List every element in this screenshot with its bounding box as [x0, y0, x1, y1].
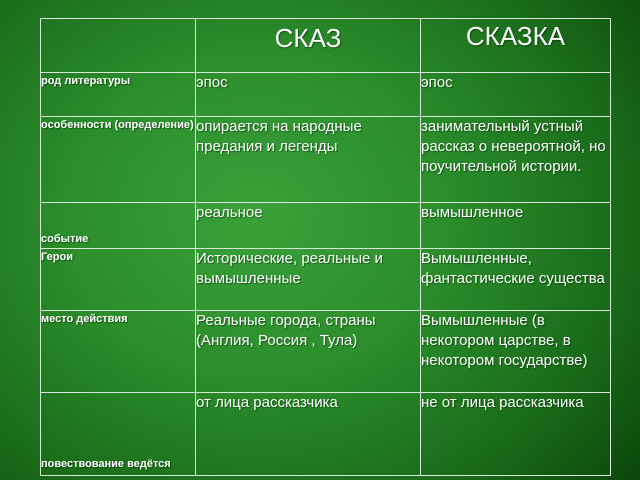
comparison-table: [40, 18, 611, 476]
row-label-features: особенности (определение): [41, 117, 196, 203]
cell-skaz-event: реальное: [196, 203, 421, 249]
cell-skaz-genre: эпос: [196, 73, 421, 117]
cell-skazka-setting: Вымышленные (в некотором царстве, в некотором государстве): [421, 311, 611, 393]
cell-skaz-heroes: Исторические, реальные и вымышленные: [196, 249, 421, 311]
corner-cell: [41, 19, 196, 73]
cell-skaz-narration: от лица рассказчика: [196, 393, 421, 476]
table-row: [41, 311, 611, 393]
row-label-heroes: Герои: [41, 249, 196, 311]
cell-skazka-event: вымышленное: [421, 203, 611, 249]
cell-skaz-setting: Реальные города, страны (Англия, Россия , Тула): [196, 311, 421, 393]
cell-skazka-genre: эпос: [421, 73, 611, 117]
cell-skazka-narration: не от лица рассказчика: [421, 393, 611, 476]
table-row: [41, 73, 611, 117]
header-skazka: СКАЗКА: [421, 19, 611, 73]
header-skaz: СКАЗ: [196, 19, 421, 73]
cell-skaz-features: опирается на народные предания и легенды: [196, 117, 421, 203]
row-label-narration: повествование ведётся: [41, 393, 196, 476]
row-label-event: событие: [41, 203, 196, 249]
table-row: [41, 393, 611, 476]
table-row: [41, 117, 611, 203]
row-label-genre: род литературы: [41, 73, 196, 117]
cell-skazka-heroes: Вымышленные, фантастические существа: [421, 249, 611, 311]
header-row: [41, 19, 611, 73]
table-row: [41, 249, 611, 311]
row-label-setting: место действия: [41, 311, 196, 393]
table-row: [41, 203, 611, 249]
cell-skazka-features: занимательный устный рассказ о невероятной, но поучительной истории.: [421, 117, 611, 203]
